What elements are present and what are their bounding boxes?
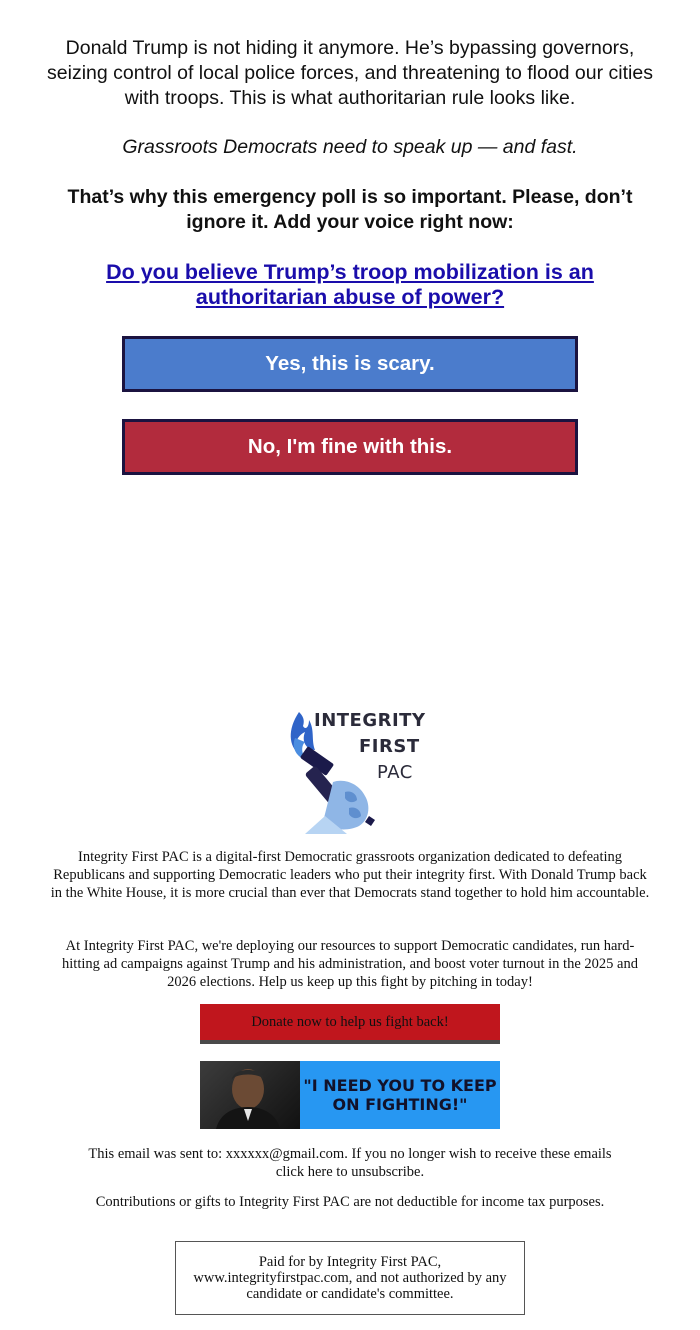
paid-for-text: Paid for by Integrity First PAC, www.integrityfirstpac.com, and not authorized by any candidate or candidate's committee.: [193, 1254, 507, 1302]
urgent-paragraph: Grassroots Democrats need to speak up — and fast.: [122, 136, 578, 158]
sent-to-text: This email was sent to: xxxxxx@gmail.com. If you no longer wish to receive these emails: [88, 1146, 612, 1162]
speaker-photo: [200, 1061, 300, 1129]
unsubscribe-link[interactable]: click here to unsubscribe.: [275, 1164, 425, 1180]
obama-quote-banner[interactable]: [200, 1061, 500, 1129]
about-paragraph: Integrity First PAC is a digital-first Democratic grassroots organization dedicated to defeating Republicans and supporting Democratic leaders who put their integrity first. With Donald Trump back in the White House, it is more crucial than ever that Democrats stand together to hold him accountable.: [50, 849, 650, 901]
donate-button[interactable]: Donate now to help us fight back!: [200, 1004, 500, 1044]
logo-text-first: FIRST: [359, 736, 420, 757]
recipient-notice: [50, 1145, 650, 1181]
mission-paragraph: At Integrity First PAC, we're deploying our resources to support Democratic candidates, run hard-hitting ad campaigns against Trump and his administration, and boost voter turnout in the 2025 and 2026 elections. Help us keep up this fight by pitching in today!: [62, 938, 638, 990]
logo-text-pac: PAC: [377, 762, 413, 783]
logo-text-integrity: INTEGRITY: [314, 710, 426, 731]
poll-question-link[interactable]: Do you believe Trump’s troop mobilization is an authoritarian abuse of power?: [106, 260, 594, 309]
banner-quote-text: "I NEED YOU TO KEEP ON FIGHTING!": [300, 1061, 500, 1129]
integrity-first-pac-logo: [285, 708, 426, 838]
vote-no-button[interactable]: No, I'm fine with this.: [122, 419, 578, 475]
person-silhouette-icon: [200, 1061, 300, 1129]
call-to-action-paragraph: That’s why this emergency poll is so important. Please, don’t ignore it. Add your voice right now:: [67, 186, 633, 233]
intro-paragraph: Donald Trump is not hiding it anymore. He’s bypassing governors, seizing control of local police forces, and threatening to flood our cities with troops. This is what authoritarian rule looks like.: [47, 37, 653, 109]
paid-for-disclaimer-box: [175, 1241, 525, 1315]
vote-yes-button[interactable]: Yes, this is scary.: [122, 336, 578, 392]
tax-disclaimer: Contributions or gifts to Integrity First PAC are not deductible for income tax purposes.: [95, 1194, 605, 1210]
